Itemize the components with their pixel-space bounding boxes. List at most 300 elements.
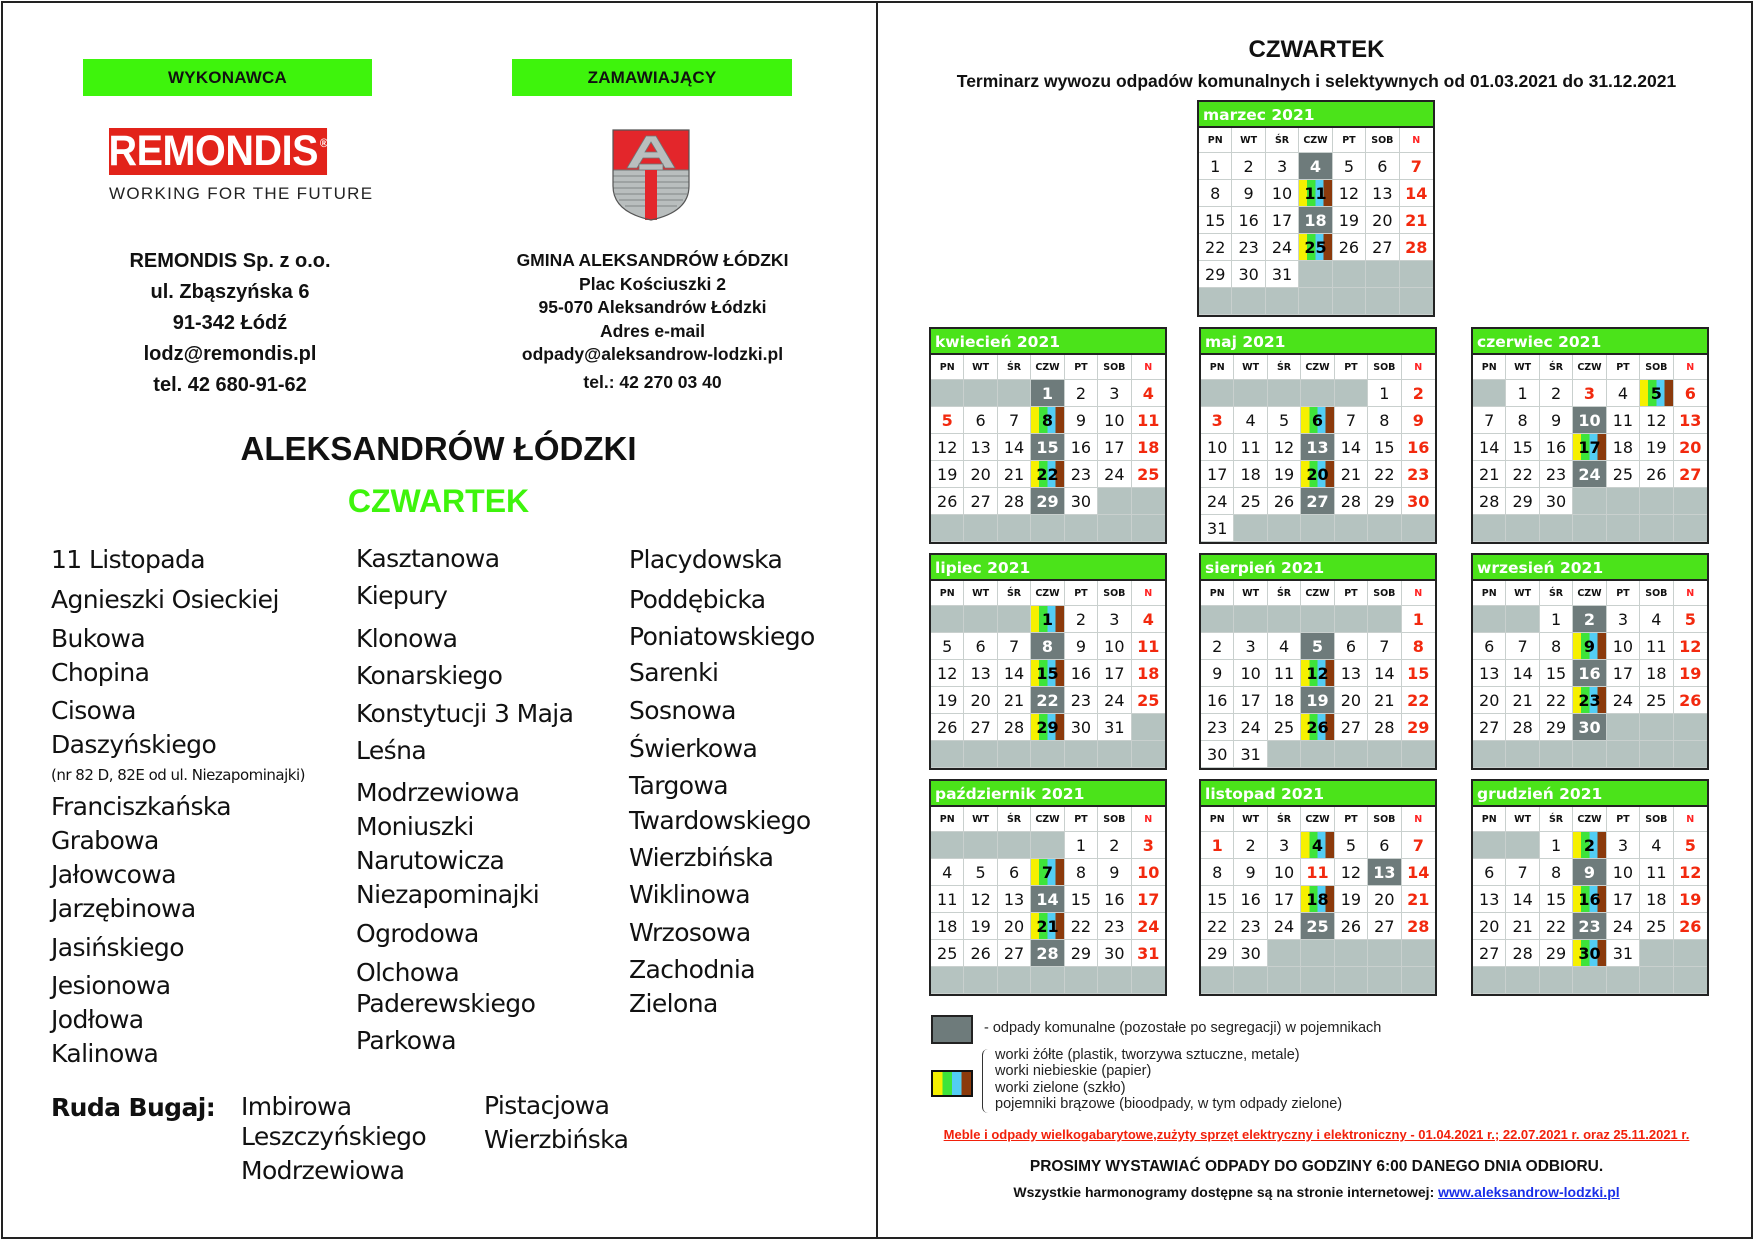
weekday-header: WT xyxy=(1234,581,1267,606)
day-cell: 16 xyxy=(1098,886,1131,913)
day-cell: 25 xyxy=(1268,714,1301,741)
day-cell: 12 xyxy=(1335,859,1368,886)
day-cell: 11 xyxy=(1268,660,1301,687)
day-cell: 20 xyxy=(1368,886,1401,913)
weekday-header: CZW xyxy=(1301,807,1334,832)
day-cell: 24 xyxy=(1266,234,1299,261)
street-item: Jarzębinowa xyxy=(51,894,196,923)
day-cell: 1 xyxy=(1540,832,1573,859)
ruda-bugaj-label: Ruda Bugaj: xyxy=(51,1093,216,1122)
day-cell: 30 xyxy=(1234,940,1267,967)
empty-cell xyxy=(1132,967,1165,994)
empty-cell xyxy=(1335,741,1368,768)
empty-cell xyxy=(1640,488,1673,515)
empty-cell xyxy=(931,967,964,994)
holiday-day: 6 xyxy=(1674,380,1707,407)
month-days-grid xyxy=(1473,807,1707,994)
weekday-header: PN xyxy=(1199,128,1232,153)
day-cell: 25 xyxy=(1640,913,1673,940)
weekday-header: SOB xyxy=(1368,581,1401,606)
holiday-day: 5 xyxy=(931,407,964,434)
day-cell: 4 xyxy=(1268,633,1301,660)
weekday-header: WT xyxy=(964,355,997,380)
day-cell: 23 xyxy=(1540,461,1573,488)
empty-cell xyxy=(1540,515,1573,542)
client-name: GMINA ALEKSANDRÓW ŁÓDZKI xyxy=(516,250,789,270)
bulky-waste-notice: Meble i odpady wielkogabarytowe,zużyty sprzęt elektryczny i elektroniczny - 01.04.2021 r.; 22.07.2021 r. oraz 25.11.2021 r. xyxy=(943,1127,1690,1142)
day-cell: 23 xyxy=(1232,234,1265,261)
holiday-day: 23 xyxy=(1402,461,1435,488)
weekday-header: PT xyxy=(1065,355,1098,380)
month-days-grid xyxy=(1199,128,1433,315)
day-cell: 18 xyxy=(1640,886,1673,913)
day-cell: 8 xyxy=(1199,180,1232,207)
day-cell: 2 xyxy=(1065,380,1098,407)
day-cell: 18 xyxy=(1234,461,1267,488)
day-cell: 25 xyxy=(1607,461,1640,488)
day-cell: 28 xyxy=(1473,488,1506,515)
day-cell: 21 xyxy=(1506,687,1539,714)
day-cell: 9 xyxy=(1098,859,1131,886)
legend-green-bags: worki zielone (szkło) xyxy=(995,1079,1126,1096)
day-cell: 10 xyxy=(1266,180,1299,207)
weekday-header: N xyxy=(1402,581,1435,606)
holiday-day: 8 xyxy=(1402,633,1435,660)
empty-cell xyxy=(1232,288,1265,315)
contractor-name: REMONDIS Sp. z o.o. xyxy=(129,250,331,272)
segregated-waste-day: 30 xyxy=(1573,940,1606,967)
contractor-label: WYKONAWCA xyxy=(83,59,372,96)
month-calendar xyxy=(1197,100,1435,317)
mixed-waste-day: 24 xyxy=(1573,461,1606,488)
weekday-header: WT xyxy=(1506,355,1539,380)
empty-cell xyxy=(1201,606,1234,633)
segregated-waste-day: 18 xyxy=(1301,886,1334,913)
website-notice xyxy=(878,1184,1755,1200)
street-item: Jasińskiego xyxy=(51,933,184,962)
month-days-grid xyxy=(1201,581,1435,768)
weekday-header: ŚR xyxy=(998,581,1031,606)
town-title: ALEKSANDRÓW ŁÓDZKI xyxy=(240,430,637,467)
month-title: kwiecień 2021 xyxy=(931,329,1165,355)
contractor-phone: tel. 42 680-91-62 xyxy=(153,374,307,396)
empty-cell xyxy=(1674,940,1707,967)
street-item: Agnieszki Osieckiej xyxy=(51,585,279,614)
day-cell: 7 xyxy=(998,407,1031,434)
weekday-header: WT xyxy=(1234,355,1267,380)
day-cell: 5 xyxy=(931,633,964,660)
day-cell: 24 xyxy=(1201,488,1234,515)
mixed-waste-legend: - odpady komunalne (pozostałe po segregacji) w pojemnikach xyxy=(984,1020,1382,1036)
month-title: lipiec 2021 xyxy=(931,555,1165,581)
day-cell: 17 xyxy=(1234,687,1267,714)
day-cell: 8 xyxy=(1540,859,1573,886)
segregated-waste-day: 12 xyxy=(1301,660,1334,687)
day-cell: 3 xyxy=(1098,380,1131,407)
empty-cell xyxy=(1674,488,1707,515)
holiday-day: 12 xyxy=(1674,633,1707,660)
day-cell: 2 xyxy=(1232,153,1265,180)
day-cell: 18 xyxy=(931,913,964,940)
day-cell: 7 xyxy=(1473,407,1506,434)
day-cell: 12 xyxy=(1268,434,1301,461)
day-cell: 20 xyxy=(998,913,1031,940)
empty-cell xyxy=(1132,488,1165,515)
day-cell: 11 xyxy=(1640,633,1673,660)
empty-cell xyxy=(1301,515,1334,542)
segregated-waste-day: 29 xyxy=(1031,714,1064,741)
day-cell: 20 xyxy=(964,687,997,714)
empty-cell xyxy=(1301,967,1334,994)
empty-cell xyxy=(1301,380,1334,407)
weekday-header: SOB xyxy=(1640,355,1673,380)
weekday-header: PN xyxy=(931,581,964,606)
holiday-day: 25 xyxy=(1132,687,1165,714)
holiday-day: 7 xyxy=(1400,153,1433,180)
weekday-header: SOB xyxy=(1098,807,1131,832)
weekday-header: PN xyxy=(1473,355,1506,380)
empty-cell xyxy=(1031,515,1064,542)
day-cell: 14 xyxy=(1473,434,1506,461)
day-cell: 6 xyxy=(1473,859,1506,886)
day-cell: 11 xyxy=(1607,407,1640,434)
day-cell: 4 xyxy=(1640,832,1673,859)
mixed-waste-day: 5 xyxy=(1301,633,1334,660)
weekday-header: SOB xyxy=(1640,581,1673,606)
weekday-header: WT xyxy=(964,581,997,606)
day-cell: 28 xyxy=(1506,714,1539,741)
street-item: Poddębicka xyxy=(629,585,766,614)
month-title: maj 2021 xyxy=(1201,329,1435,355)
segregated-waste-day: 20 xyxy=(1301,461,1334,488)
empty-cell xyxy=(1335,967,1368,994)
street-item: Twardowskiego xyxy=(629,806,811,835)
mixed-waste-day: 13 xyxy=(1301,434,1334,461)
mixed-waste-day: 1 xyxy=(1031,380,1064,407)
holiday-day: 2 xyxy=(1402,380,1435,407)
day-cell: 22 xyxy=(1506,461,1539,488)
street-item: Moniuszki xyxy=(356,812,474,841)
weekday-header: PT xyxy=(1607,355,1640,380)
month-days-grid xyxy=(1473,581,1707,768)
empty-cell xyxy=(1299,288,1332,315)
weekday-header: WT xyxy=(1506,581,1539,606)
day-cell: 23 xyxy=(1065,461,1098,488)
empty-cell xyxy=(1268,606,1301,633)
day-cell: 29 xyxy=(1065,940,1098,967)
street-item: Kiepury xyxy=(356,581,448,610)
day-cell: 8 xyxy=(1506,407,1539,434)
day-cell: 9 xyxy=(1065,633,1098,660)
empty-cell xyxy=(1366,261,1399,288)
street-item: Chopina xyxy=(51,658,150,687)
page-divider xyxy=(876,1,878,1239)
holiday-day: 22 xyxy=(1402,687,1435,714)
weekday-header: PT xyxy=(1065,807,1098,832)
contractor-address xyxy=(95,246,365,401)
day-cell: 12 xyxy=(1640,407,1673,434)
mixed-waste-day: 14 xyxy=(1031,886,1064,913)
day-cell: 8 xyxy=(1065,859,1098,886)
day-cell: 9 xyxy=(1540,407,1573,434)
street-item: Imbirowa xyxy=(241,1092,352,1121)
mixed-waste-day: 29 xyxy=(1031,488,1064,515)
weekday-header: PN xyxy=(931,355,964,380)
day-cell: 19 xyxy=(931,461,964,488)
weekday-header: WT xyxy=(1234,807,1267,832)
day-cell: 23 xyxy=(1234,913,1267,940)
segregated-waste-day: 9 xyxy=(1573,633,1606,660)
day-cell: 25 xyxy=(1234,488,1267,515)
day-cell: 27 xyxy=(964,488,997,515)
empty-cell xyxy=(1506,606,1539,633)
day-cell: 11 xyxy=(1234,434,1267,461)
day-cell: 30 xyxy=(1232,261,1265,288)
holiday-day: 20 xyxy=(1674,434,1707,461)
holiday-day: 14 xyxy=(1400,180,1433,207)
day-cell: 17 xyxy=(1268,886,1301,913)
street-item: Targowa xyxy=(629,771,729,800)
holiday-day: 3 xyxy=(1573,380,1606,407)
contractor-street: ul. Zbąszyńska 6 xyxy=(150,281,310,303)
month-days-grid xyxy=(931,355,1165,542)
day-cell: 22 xyxy=(1540,913,1573,940)
empty-cell xyxy=(1335,940,1368,967)
holiday-day: 4 xyxy=(1132,606,1165,633)
day-cell: 13 xyxy=(1473,886,1506,913)
day-cell: 3 xyxy=(1607,606,1640,633)
empty-cell xyxy=(1234,515,1267,542)
mixed-waste-day: 23 xyxy=(1573,913,1606,940)
day-cell: 7 xyxy=(998,633,1031,660)
day-cell: 15 xyxy=(1368,434,1401,461)
day-cell: 27 xyxy=(964,714,997,741)
weekday-header: PN xyxy=(1473,581,1506,606)
holiday-day: 15 xyxy=(1402,660,1435,687)
holiday-day: 21 xyxy=(1400,207,1433,234)
street-item: Leśna xyxy=(356,736,427,765)
client-email[interactable]: odpady@aleksandrow-lodzki.pl xyxy=(521,344,784,364)
weekday-header: SOB xyxy=(1098,581,1131,606)
weekday-header: ŚR xyxy=(998,807,1031,832)
holiday-day: 29 xyxy=(1402,714,1435,741)
empty-cell xyxy=(1333,261,1366,288)
empty-cell xyxy=(1473,967,1506,994)
day-cell: 19 xyxy=(931,687,964,714)
weekday-header: WT xyxy=(1232,128,1265,153)
empty-cell xyxy=(1473,741,1506,768)
mixed-waste-day: 28 xyxy=(1031,940,1064,967)
day-cell: 11 xyxy=(931,886,964,913)
day-cell: 26 xyxy=(931,488,964,515)
holiday-day: 27 xyxy=(1674,461,1707,488)
empty-cell xyxy=(1506,741,1539,768)
empty-cell xyxy=(1368,940,1401,967)
day-cell: 6 xyxy=(964,633,997,660)
empty-cell xyxy=(1132,515,1165,542)
day-cell: 19 xyxy=(964,913,997,940)
mixed-waste-day: 30 xyxy=(1573,714,1606,741)
street-item: Sosnowa xyxy=(629,696,736,725)
street-item: Leszczyńskiego xyxy=(241,1122,427,1151)
day-cell: 27 xyxy=(1366,234,1399,261)
weekday-header: CZW xyxy=(1031,807,1064,832)
day-cell: 19 xyxy=(1640,434,1673,461)
segregated-waste-day: 7 xyxy=(1031,859,1064,886)
contractor-email[interactable]: lodz@remondis.pl xyxy=(143,343,317,365)
client-label: ZAMAWIAJĄCY xyxy=(512,59,792,96)
deadline-notice: PROSIMY WYSTAWIAĆ ODPADY DO GODZINY 6:00 DANEGO DNIA ODBIORU. xyxy=(1029,1158,1604,1175)
weekday-header: PT xyxy=(1065,581,1098,606)
street-note: (nr 82 D, 82E od ul. Niezapominajki) xyxy=(51,766,305,784)
day-cell: 17 xyxy=(1607,660,1640,687)
empty-cell xyxy=(1674,967,1707,994)
day-cell: 14 xyxy=(998,434,1031,461)
day-cell: 8 xyxy=(1201,859,1234,886)
mixed-waste-day: 9 xyxy=(1573,859,1606,886)
street-item: Kalinowa xyxy=(51,1039,159,1068)
day-cell: 13 xyxy=(998,886,1031,913)
day-cell: 12 xyxy=(931,660,964,687)
empty-cell xyxy=(1473,515,1506,542)
day-cell: 12 xyxy=(931,434,964,461)
remondis-brand: REMONDIS xyxy=(108,127,319,175)
day-cell: 14 xyxy=(1506,886,1539,913)
day-cell: 22 xyxy=(1199,234,1232,261)
weekday-header: WT xyxy=(964,807,997,832)
empty-cell xyxy=(1031,967,1064,994)
mixed-waste-day: 22 xyxy=(1031,687,1064,714)
empty-cell xyxy=(1132,741,1165,768)
day-cell: 27 xyxy=(1368,913,1401,940)
empty-cell xyxy=(1368,606,1401,633)
street-item: Niezapominajki xyxy=(356,880,540,909)
street-item: Zachodnia xyxy=(629,955,755,984)
weekday-header: SOB xyxy=(1098,355,1131,380)
day-cell: 29 xyxy=(1540,714,1573,741)
empty-cell xyxy=(998,967,1031,994)
client-city: 95-070 Aleksandrów Łódzki xyxy=(538,297,767,317)
month-title: marzec 2021 xyxy=(1199,102,1433,128)
day-cell: 2 xyxy=(1065,606,1098,633)
holiday-day: 28 xyxy=(1400,234,1433,261)
weekday-header: ŚR xyxy=(1540,807,1573,832)
street-item: Konstytucji 3 Maja xyxy=(356,699,574,728)
weekday-header: ŚR xyxy=(1266,128,1299,153)
empty-cell xyxy=(1065,515,1098,542)
day-cell: 7 xyxy=(1506,859,1539,886)
holiday-day: 11 xyxy=(1301,859,1334,886)
empty-cell xyxy=(1098,488,1131,515)
day-cell: 9 xyxy=(1234,859,1267,886)
day-cell: 30 xyxy=(1065,488,1098,515)
day-cell: 16 xyxy=(1065,434,1098,461)
day-cell: 19 xyxy=(1268,461,1301,488)
mixed-waste-day: 15 xyxy=(1031,434,1064,461)
day-cell: 15 xyxy=(1201,886,1234,913)
website-link[interactable]: www.aleksandrow-lodzki.pl xyxy=(1438,1184,1620,1200)
mixed-waste-day: 16 xyxy=(1573,660,1606,687)
holiday-day: 12 xyxy=(1674,859,1707,886)
empty-cell xyxy=(1335,380,1368,407)
empty-cell xyxy=(1540,741,1573,768)
day-cell: 3 xyxy=(1266,153,1299,180)
day-cell: 29 xyxy=(1201,940,1234,967)
segregated-waste-day: 22 xyxy=(1031,461,1064,488)
day-cell: 15 xyxy=(1540,886,1573,913)
weekday-header: PN xyxy=(1201,581,1234,606)
day-cell: 14 xyxy=(1368,660,1401,687)
empty-cell xyxy=(1607,714,1640,741)
holiday-day: 26 xyxy=(1674,687,1707,714)
day-cell: 27 xyxy=(1473,714,1506,741)
mixed-waste-day: 25 xyxy=(1301,913,1334,940)
weekday-header: ŚR xyxy=(1268,355,1301,380)
segregated-waste-day: 21 xyxy=(1031,913,1064,940)
empty-cell xyxy=(964,515,997,542)
day-cell: 6 xyxy=(1368,832,1401,859)
mixed-waste-day: 4 xyxy=(1299,153,1332,180)
day-cell: 1 xyxy=(1540,606,1573,633)
empty-cell xyxy=(964,606,997,633)
day-cell: 27 xyxy=(998,940,1031,967)
street-item: 11 Listopada xyxy=(51,545,205,574)
day-cell: 10 xyxy=(1201,434,1234,461)
holiday-day: 16 xyxy=(1402,434,1435,461)
empty-cell xyxy=(1098,741,1131,768)
segregated-waste-day: 6 xyxy=(1301,407,1334,434)
empty-cell xyxy=(931,515,964,542)
day-cell: 23 xyxy=(1201,714,1234,741)
day-cell: 7 xyxy=(1368,633,1401,660)
empty-cell xyxy=(931,832,964,859)
day-cell: 16 xyxy=(1540,434,1573,461)
mixed-waste-day: 2 xyxy=(1573,606,1606,633)
day-cell: 23 xyxy=(1065,687,1098,714)
holiday-day: 9 xyxy=(1402,407,1435,434)
legend-yellow-bags: worki żółte (plastik, tworzywa sztuczne, metale) xyxy=(995,1047,1300,1063)
empty-cell xyxy=(1573,967,1606,994)
empty-cell xyxy=(1607,515,1640,542)
day-cell: 19 xyxy=(1333,207,1366,234)
weekday-header: SOB xyxy=(1368,355,1401,380)
empty-cell xyxy=(1640,515,1673,542)
day-cell: 8 xyxy=(1368,407,1401,434)
empty-cell xyxy=(1506,967,1539,994)
empty-cell xyxy=(1368,741,1401,768)
empty-cell xyxy=(1400,288,1433,315)
holiday-day: 3 xyxy=(1132,832,1165,859)
holiday-day: 25 xyxy=(1132,461,1165,488)
weekday-header: PN xyxy=(931,807,964,832)
day-cell: 12 xyxy=(964,886,997,913)
mixed-waste-day: 8 xyxy=(1031,633,1064,660)
empty-cell xyxy=(1473,380,1506,407)
empty-cell xyxy=(1400,261,1433,288)
day-cell: 25 xyxy=(931,940,964,967)
day-cell: 13 xyxy=(1335,660,1368,687)
segregated-waste-day: 11 xyxy=(1299,180,1332,207)
weekday-header: N xyxy=(1400,128,1433,153)
day-cell: 1 xyxy=(1199,153,1232,180)
empty-cell xyxy=(1065,741,1098,768)
day-cell: 28 xyxy=(1335,488,1368,515)
day-cell: 30 xyxy=(1065,714,1098,741)
holiday-day: 21 xyxy=(1402,886,1435,913)
empty-cell xyxy=(1268,380,1301,407)
empty-cell xyxy=(1335,606,1368,633)
contractor-city: 91-342 Łódź xyxy=(172,312,288,334)
